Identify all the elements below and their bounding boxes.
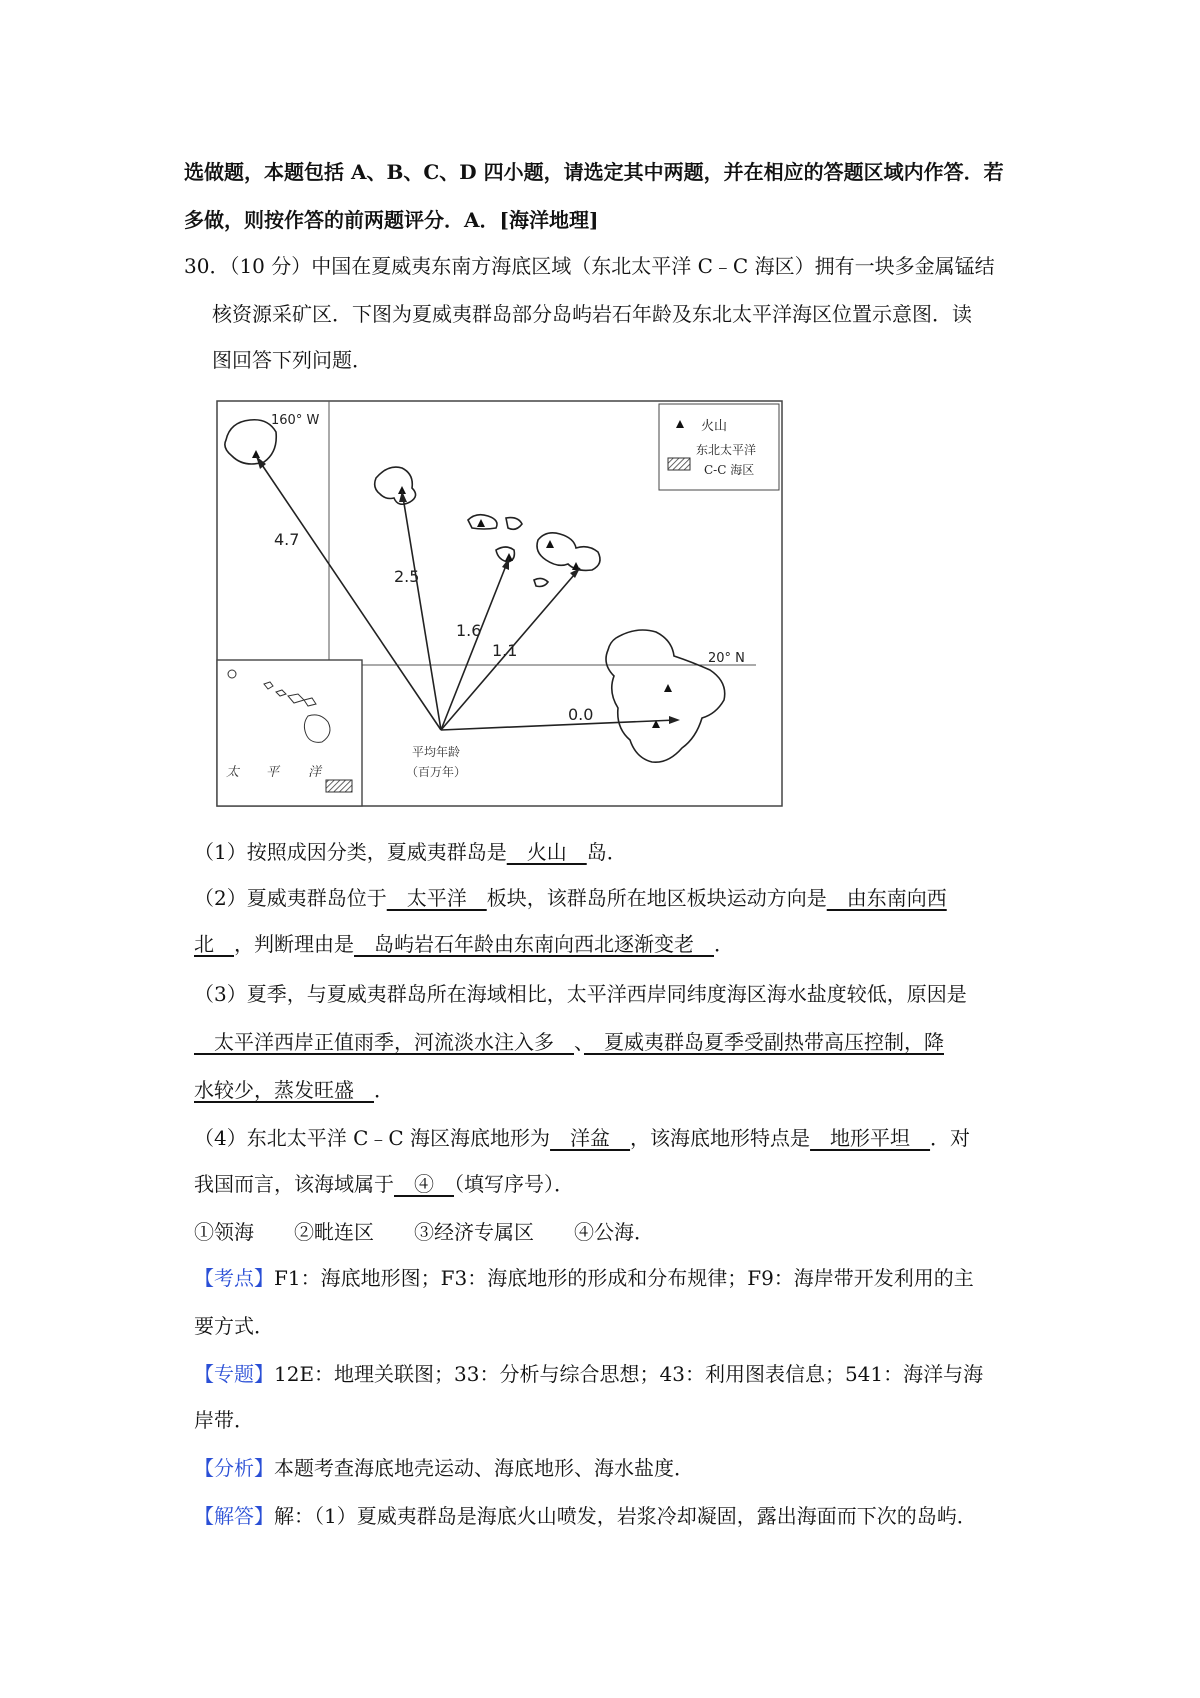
answer-3-line-2: [194, 1028, 944, 1056]
age-label-1-1: 1.1: [492, 641, 518, 660]
answer-1-tail: 岛．: [586, 840, 627, 864]
longitude-label: 160° W: [271, 413, 320, 428]
origin-label-1: 平均年龄: [412, 745, 461, 759]
zhuanti-text: 12E：地理关联图；33：分析与综合思想；43：利用图表信息；541：海洋与海: [274, 1362, 984, 1386]
kaodian-line-2: 要方式．: [194, 1314, 274, 1338]
answer-2-mid: 板块，该群岛所在地区板块运动方向是: [486, 886, 827, 910]
jieda-line: [194, 1502, 977, 1530]
answer-2-blank-3: 岛屿岩石年龄由东南向西北逐渐变老: [354, 932, 714, 956]
answer-4-line2-text: 我国而言，该海域属于: [194, 1172, 394, 1196]
legend-area-label-2: C-C 海区: [704, 463, 755, 477]
answer-1-blank: 火山: [506, 840, 587, 864]
answer-4-mid: ，该海底地形特点是: [630, 1126, 811, 1150]
question-intro-line-1: [184, 252, 995, 280]
answer-1-text: （1）按照成因分类，夏威夷群岛是: [194, 840, 507, 864]
age-label-2-5: 2.5: [394, 567, 420, 586]
kaodian-tag: 【考点】: [194, 1266, 274, 1290]
header-line-2: 多做，则按作答的前两题评分．A．[海洋地理]: [184, 208, 599, 232]
answer-3-blank-2b: 水较少，蒸发旺盛: [194, 1078, 374, 1102]
answer-2-blank-2b: 北: [194, 932, 234, 956]
age-label-0-0: 0.0: [568, 705, 594, 724]
answer-4-line-1: [194, 1124, 970, 1152]
question-number: 30．: [184, 254, 230, 278]
answer-1: [194, 838, 627, 866]
answer-3-blank-2a: 夏威夷群岛夏季受副热带高压控制，降: [584, 1030, 944, 1054]
question-text-1: （10 分）中国在夏威夷东南方海底区域（东北太平洋 C﹣C 海区）拥有一块多金属锰结: [229, 254, 995, 278]
header-line-1: 选做题，本题包括 A、B、C、D 四小题，请选定其中两题，并在相应的答题区域内作答．若: [184, 160, 1004, 184]
jieda-tag: 【解答】: [194, 1504, 274, 1528]
inset-label-1: 太: [226, 765, 240, 780]
age-label-4-7: 4.7: [274, 530, 300, 549]
zhuanti-tag: 【专题】: [194, 1362, 274, 1386]
latitude-label: 20° N: [708, 651, 745, 666]
legend-area-label-1: 东北太平洋: [696, 443, 757, 457]
answer-2-tail: ．: [714, 932, 734, 956]
age-label-1-6: 1.6: [456, 621, 482, 640]
answer-2-line-2: [194, 930, 734, 958]
answer-4-options: ①领海 ②毗连区 ③经济专属区 ④公海．: [194, 1220, 654, 1244]
answer-4-tail: ．对: [930, 1126, 971, 1150]
kaodian-text: F1：海底地形图；F3：海底地形的形成和分布规律；F9：海岸带开发利用的主: [274, 1266, 974, 1290]
answer-4-line-2: [194, 1170, 574, 1198]
answer-3-line-1: （3）夏季，与夏威夷群岛所在海域相比，太平洋西岸同纬度海区海水盐度较低，原因是: [194, 982, 967, 1006]
jieda-text: 解：（1）夏威夷群岛是海底火山喷发，岩浆冷却凝固，露出海面而下次的岛屿．: [274, 1504, 977, 1528]
answer-2-mid-2: ，判断理由是: [234, 932, 354, 956]
answer-3-blank-1: 太平洋西岸正值雨季，河流淡水注入多: [194, 1030, 574, 1054]
question-intro-line-3: 图回答下列问题．: [212, 348, 372, 372]
cc-area-legend-icon: [668, 458, 690, 470]
answer-4-text: （4）东北太平洋 C﹣C 海区海底地形为: [194, 1126, 551, 1150]
inset-label-3: 洋: [308, 765, 322, 780]
answer-2-line-1: [194, 884, 947, 912]
zhuanti-line-2: 岸带．: [194, 1408, 254, 1432]
zhuanti-line-1: [194, 1360, 983, 1388]
answer-4-blank-2: 地形平坦: [810, 1126, 931, 1150]
answer-3-line-3: [194, 1076, 394, 1104]
fenxi-tag: 【分析】: [194, 1456, 274, 1480]
kaodian-line-1: [194, 1264, 974, 1292]
answer-3-tail: ．: [374, 1078, 394, 1102]
answer-4-blank-3: ④: [394, 1172, 454, 1196]
legend-volcano-label: 火山: [701, 419, 728, 434]
answer-2-blank-1: 太平洋: [386, 886, 487, 910]
fenxi-line: [194, 1454, 694, 1482]
answer-2-text: （2）夏威夷群岛位于: [194, 886, 387, 910]
inset-cc-area: [326, 780, 352, 792]
map-svg: [216, 400, 786, 810]
answer-2-blank-2a: 由东南向西: [826, 886, 947, 910]
question-intro-line-2: 核资源采矿区．下图为夏威夷群岛部分岛屿岩石年龄及东北太平洋海区位置示意图．读: [212, 302, 972, 326]
origin-label-2: （百万年）: [406, 765, 467, 779]
answer-4-blank-1: 洋盆: [550, 1126, 631, 1150]
answer-4-line2-tail: （填写序号）．: [454, 1172, 574, 1196]
hawaii-map-figure: [216, 400, 786, 810]
fenxi-text: 本题考查海底地壳运动、海底地形、海水盐度．: [274, 1456, 694, 1480]
inset-label-2: 平: [266, 765, 280, 780]
answer-3-sep: 、: [574, 1030, 584, 1054]
